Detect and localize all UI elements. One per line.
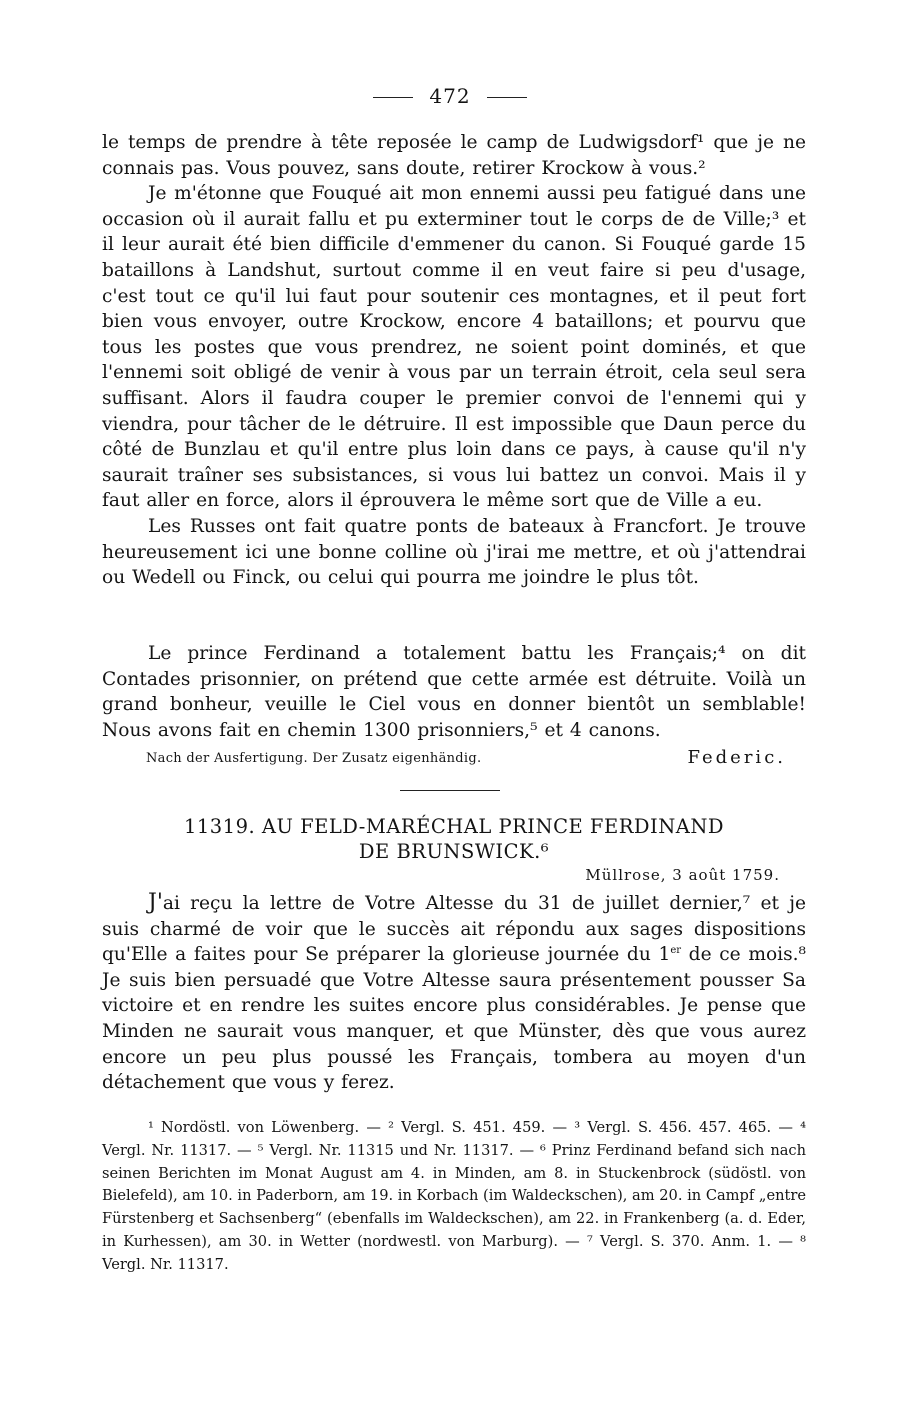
signature: Federic. — [687, 747, 786, 768]
section-divider — [400, 790, 500, 791]
letter-2-body — [102, 890, 806, 1096]
signature-row — [146, 742, 786, 768]
letter-1-body — [102, 130, 806, 591]
page-number: 472 — [429, 84, 471, 108]
footnotes — [102, 1117, 806, 1277]
header-dash-left — [373, 97, 413, 98]
letter-1-postscript — [102, 641, 806, 743]
letter-2-paragraph — [102, 890, 806, 1096]
letter-2-text-part-1: J'ai reçu la lettre de Votre Altesse du 31 de juillet dernier,⁷ et je suis charmé de voir que le succès ait répondu aux sages dispositions qu'Elle a faites pour Se préparer la glorieuse journée du 1 — [102, 890, 806, 966]
letter-1-paragraph-1: le temps de prendre à tête reposée le camp de Ludwigsdorf¹ que je ne connais pas. Vous pouvez, sans doute, retirer Krockow à vous.² — [102, 132, 806, 179]
source-note: Nach der Ausfertigung. Der Zusatz eigenhändig. — [146, 751, 482, 766]
letter-1-paragraph-3: Les Russes ont fait quatre ponts de bateaux à Francfort. Je trouve heureusement ici une bonne colline où j'irai me mettre, et où j'attendrai ou Wedell ou Finck, ou celui qui pourra me joindre le plus tôt. — [102, 515, 806, 589]
letter-2-title-line-1: 11319. AU FELD-MARÉCHAL PRINCE FERDINAND — [183, 815, 725, 838]
letter-2-title-line-2: DE BRUNSWICK.⁶ — [358, 840, 550, 863]
letter-1-paragraph-2: Je m'étonne que Fouqué ait mon ennemi aussi peu fatigué dans une occasion où il aurait fallu et pu exterminer tout le corps de de Ville;³ et il leur aurait été bien difficile d'emmener du canon. Si Fouqué garde 15 bataillons à Landshut, surtout comme il en veut faire si peu d'usage, c'est tout ce qu'il lui faut pour soutenir ces montagnes, et il peut fort bien vous envoyer, outre Krockow, encore 4 bataillons; et pourvu que tous les postes que vous prendrez, ne soient point dominés, et que l'ennemi soit obligé de venir à vous par un terrain étroit, cela seul sera suffisant. Alors il faudra couper le premier convoi de l'ennemi qui y viendra, pour tâcher de le détruire. Il est impossible que Daun perce du côté de Bunzlau et qu'il entre plus loin dans ce pays, à cause qu'il n'y saurait traîner ses subsistances, si vous lui battez un convoi. Mais il y faut aller en force, alors il éprouvera le même sort que de Ville a eu. — [102, 183, 806, 512]
letter-2-text-part-2: de ce mois.⁸ Je suis bien persuadé que Votre Altesse saura présentement pousser Sa victoire et en rendre les suites encore plus considérables. Je pense que Minden ne saurait vous manquer, et que Münster, dès que vous aurez encore un peu plus poussé les Français, tombera au moyen d'un détachement que vous y ferez. — [102, 944, 807, 1094]
ordinal-superscript: er — [670, 945, 682, 957]
postscript-paragraph: Le prince Ferdinand a totalement battu les Français;⁴ on dit Contades prisonnier, on prétend que cette armée est détruite. Voilà un grand bonheur, veuille le Ciel vous en donner bientôt un semblable! Nous avons fait en chemin 1300 prisonniers,⁵ et 4 canons. — [102, 643, 806, 741]
letter-2-dateline: Müllrose, 3 août 1759. — [585, 866, 780, 884]
letter-2-title — [102, 814, 806, 864]
page-header — [0, 84, 900, 108]
footnotes-text: ¹ Nordöstl. von Löwenberg. — ² Vergl. S. 451. 459. — ³ Vergl. S. 456. 457. 465. — ⁴ Vergl. Nr. 11317. — ⁵ Vergl. Nr. 11315 und Nr. 11317. — ⁶ Prinz Ferdinand befand sich nach seinen Berichten im Monat August am 4. in Minden, am 8. in Stuckenbrock (südöstl. von Bielefeld), am 10. in Paderborn, am 19. in Korbach (im Waldeckschen), am 20. in Campf „entre Fürstenberg et Sachsenberg“ (ebenfalls im Waldeckschen), am 22. in Frankenberg (a. d. Eder, in Kurhessen), am 30. in Wetter (nordwestl. von Marburg). — ⁷ Vergl. S. 370. Anm. 1. — ⁸ Vergl. Nr. 11317. — [102, 1119, 806, 1273]
header-dash-right — [487, 97, 527, 98]
